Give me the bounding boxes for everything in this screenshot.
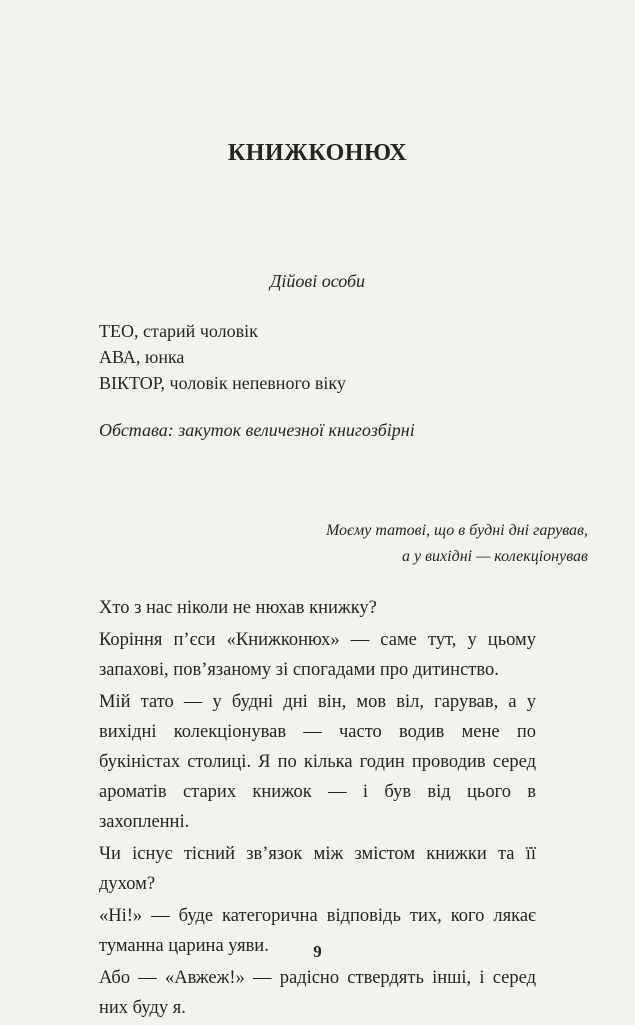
paragraph: Або — «Авжеж!» — радісно ствердять інші, і серед них буду я. — [99, 968, 536, 1018]
paragraph: Мій тато — у будні дні він, мов віл, гарував, а у вихідні колекціонував — часто водив мене по букіністах столиці. Я по кілька годин проводив серед ароматів старих книжок — і був від цього в захопленні. — [99, 692, 536, 832]
personae-heading: Дійові особи — [269, 271, 366, 291]
dedication — [326, 518, 588, 570]
setting-line: Обстава: закуток величезної книгозбірні — [99, 420, 415, 440]
paragraph: Коріння п’єси «Книжконюх» — саме тут, у цьому запахові, пов’язаному зі спогадами про дитинство. — [99, 630, 536, 680]
character-viktor: ВІКТОР, чоловік непевного віку — [99, 373, 346, 393]
paragraph: «Ні!» — буде категорична відповідь тих, кого лякає туманна царина уяви. — [99, 906, 536, 956]
character-ava: АВА, юнка — [99, 347, 185, 367]
dedication-line: а у вихідні — колекціонував — [402, 548, 588, 565]
paragraph: Хто з нас ніколи не нюхав книжку? — [99, 598, 377, 618]
character-list — [99, 318, 346, 396]
paragraph: Чи існує тісний зв’язок між змістом книжки та її духом? — [99, 844, 536, 894]
dedication-line: Моєму татові, що в будні дні гарував, — [325, 522, 588, 539]
play-title: КНИЖКОНЮХ — [227, 140, 408, 166]
page-number: 9 — [313, 942, 322, 961]
character-theo: ТЕО, старий чоловік — [99, 321, 258, 341]
